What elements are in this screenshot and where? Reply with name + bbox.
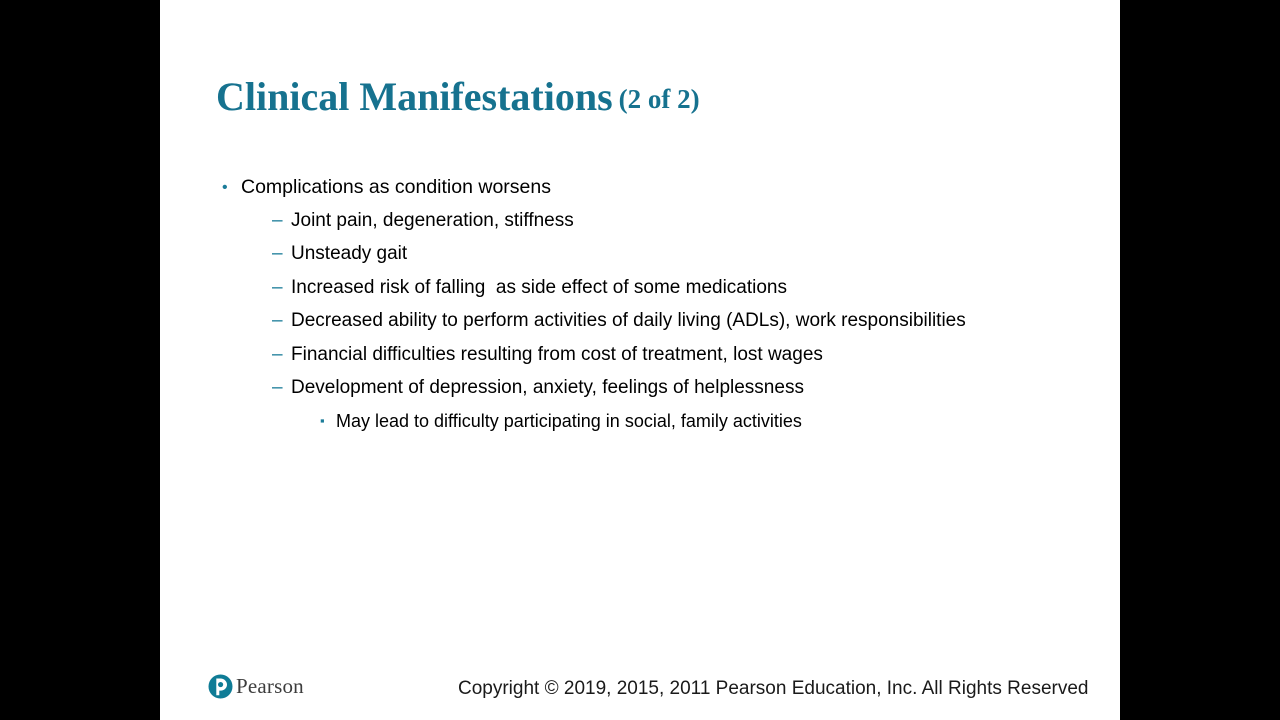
bullet-item-level-3 bbox=[216, 411, 1116, 445]
bullet-marker-icon: – bbox=[272, 276, 283, 298]
slide-title-text: Clinical Manifestations bbox=[216, 74, 613, 119]
bullet-marker-icon: – bbox=[272, 343, 283, 365]
bullet-item-level-2 bbox=[216, 310, 1116, 344]
bullet-text: Unsteady gait bbox=[291, 243, 408, 264]
bullet-text: Financial difficulties resulting from cost of treatment, lost wages bbox=[291, 343, 823, 365]
bullet-text: Increased risk of falling as side effect of some medications bbox=[291, 276, 788, 298]
page-title bbox=[216, 74, 1076, 120]
bullet-item-level-2 bbox=[216, 377, 1116, 411]
bullet-marker-icon: – bbox=[272, 310, 283, 331]
pearson-p-logo-icon bbox=[208, 674, 233, 699]
bullet-item-level-2 bbox=[216, 210, 1116, 244]
bullet-marker-icon: – bbox=[272, 243, 283, 264]
bullet-item-level-1 bbox=[216, 176, 1116, 210]
bullet-marker-icon: • bbox=[222, 179, 228, 196]
letterbox-left bbox=[0, 0, 160, 720]
presentation-slide bbox=[160, 0, 1120, 720]
bullet-marker-icon: ▪ bbox=[320, 412, 325, 428]
bullet-text: May lead to difficulty participating in social, family activities bbox=[336, 410, 802, 431]
letterbox-right bbox=[1120, 0, 1280, 720]
bullet-text: Complications as condition worsens bbox=[241, 176, 551, 198]
pearson-wordmark: Pearson bbox=[236, 674, 304, 698]
slide-title-subtitle: (2 of 2) bbox=[618, 84, 700, 114]
bullet-item-level-2 bbox=[216, 277, 1116, 311]
bullet-text: Decreased ability to perform activities of daily living (ADLs), work responsibilities bbox=[291, 310, 966, 331]
bullet-item-level-2 bbox=[216, 344, 1116, 378]
bullet-text: Joint pain, degeneration, stiffness bbox=[291, 209, 574, 231]
copyright-notice: Copyright © 2019, 2015, 2011 Pearson Education, Inc. All Rights Reserved bbox=[458, 678, 1089, 699]
bullet-marker-icon: – bbox=[272, 209, 283, 231]
bullet-item-level-2 bbox=[216, 243, 1116, 277]
slide-body-bullet-list bbox=[216, 176, 1116, 444]
pearson-logo bbox=[208, 674, 304, 699]
bullet-text: Development of depression, anxiety, feelings of helplessness bbox=[291, 377, 804, 398]
bullet-marker-icon: – bbox=[272, 377, 283, 398]
